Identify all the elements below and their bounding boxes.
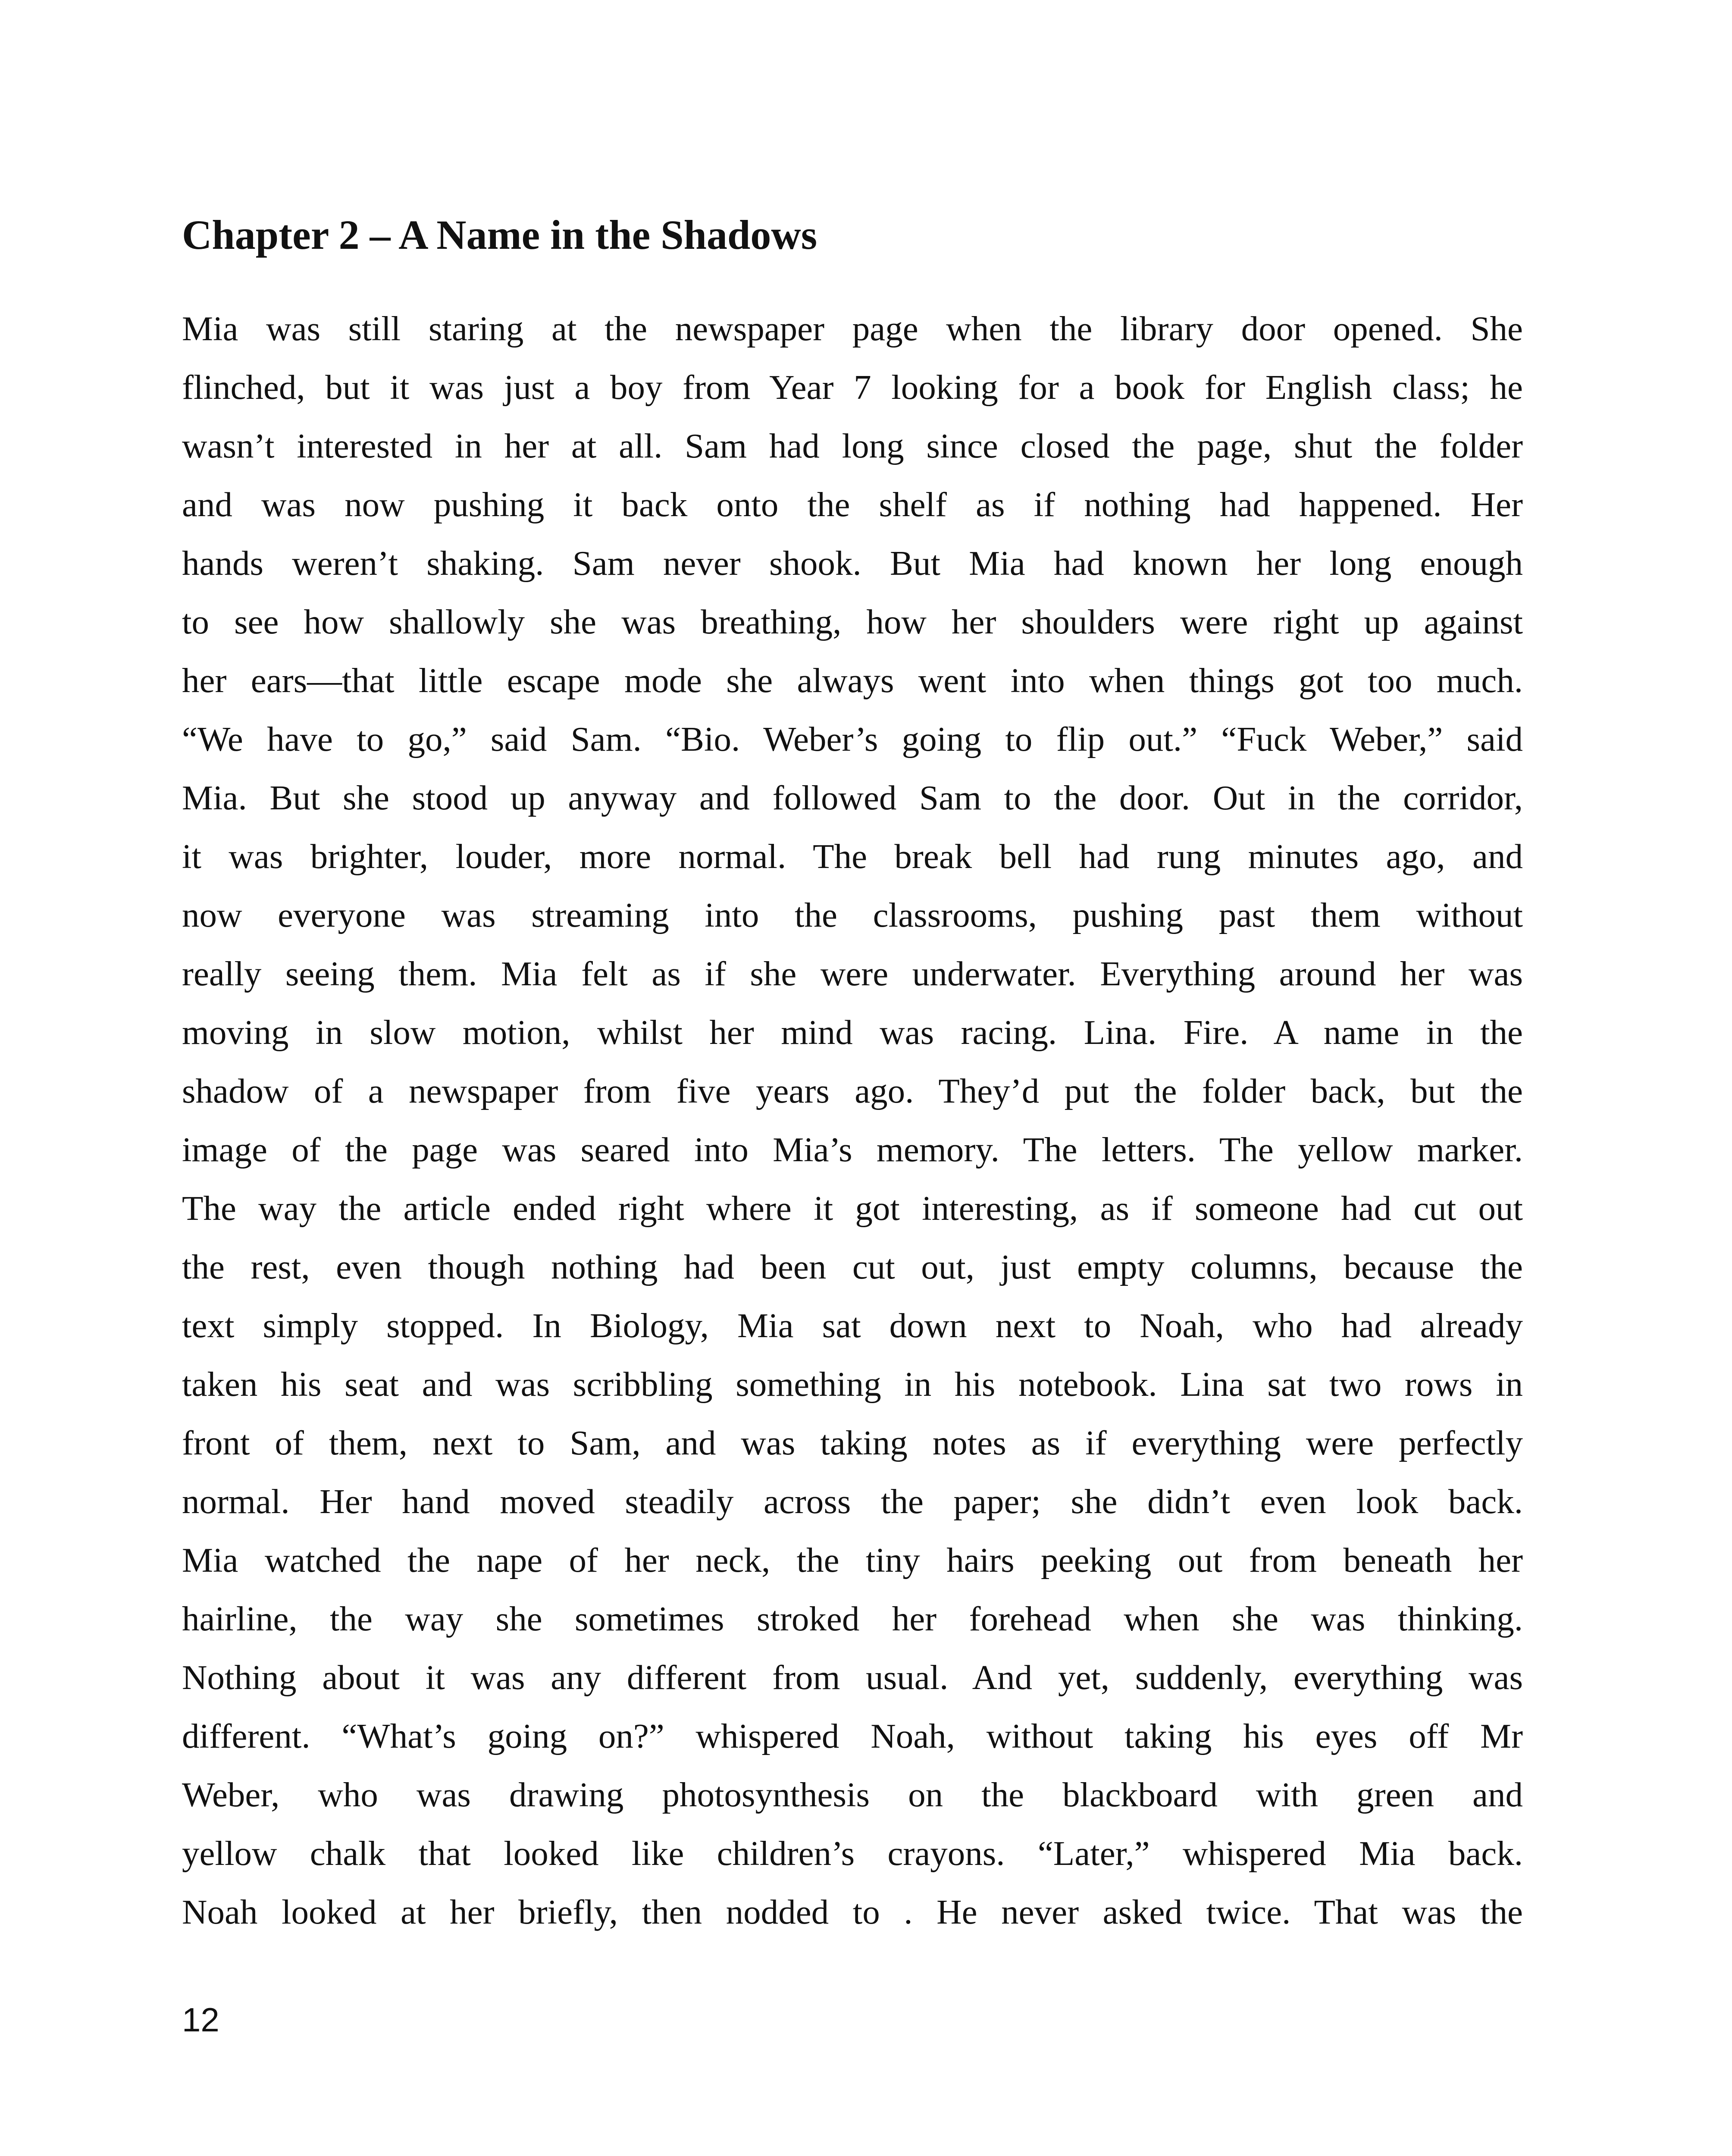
body-line: image of the page was seared into Mia’s memory. The letters. The yellow marker.: [182, 1130, 1523, 1169]
body-line: Mia. But she stood up anyway and followed Sam to the door. Out in the corridor,: [182, 778, 1523, 817]
body-line: to see how shallowly she was breathing, how her shoulders were right up against: [182, 602, 1523, 641]
body-line: normal. Her hand moved steadily across the paper; she didn’t even look back.: [182, 1482, 1523, 1521]
body-line: now everyone was streaming into the classrooms, pushing past them without: [182, 896, 1523, 934]
body-line: hands weren’t shaking. Sam never shook. But Mia had known her long enough: [182, 544, 1523, 583]
body-line: The way the article ended right where it got interesting, as if someone had cut out: [182, 1189, 1523, 1228]
body-line: wasn’t interested in her at all. Sam had long since closed the page, shut the folder: [182, 426, 1523, 465]
chapter-title: Chapter 2 – A Name in the Shadows: [182, 212, 817, 258]
body-line: Weber, who was drawing photosynthesis on the blackboard with green and: [182, 1775, 1523, 1814]
body-line: and was now pushing it back onto the shelf as if nothing had happened. Her: [182, 485, 1523, 524]
body-line: flinched, but it was just a boy from Year 7 looking for a book for English class; he: [182, 368, 1523, 407]
body-line: shadow of a newspaper from five years ago. They’d put the folder back, but the: [182, 1072, 1523, 1110]
page-number: 12: [182, 2001, 219, 2039]
body-line: hairline, the way she sometimes stroked her forehead when she was thinking.: [182, 1599, 1523, 1638]
body-line: Mia was still staring at the newspaper page when the library door opened. She: [182, 309, 1523, 348]
body-line: the rest, even though nothing had been cut out, just empty columns, because the: [182, 1247, 1523, 1286]
body-line: yellow chalk that looked like children’s crayons. “Later,” whispered Mia back.: [182, 1834, 1523, 1873]
body-line: text simply stopped. In Biology, Mia sat down next to Noah, who had already: [182, 1306, 1523, 1345]
body-line: Nothing about it was any different from usual. And yet, suddenly, everything was: [182, 1658, 1523, 1697]
body-line: different. “What’s going on?” whispered Noah, without taking his eyes off Mr: [182, 1717, 1523, 1755]
body-line: Mia watched the nape of her neck, the tiny hairs peeking out from beneath her: [182, 1541, 1523, 1579]
body-line: Noah looked at her briefly, then nodded to . He never asked twice. That was the: [182, 1893, 1523, 1931]
body-line: moving in slow motion, whilst her mind was racing. Lina. Fire. A name in the: [182, 1013, 1523, 1052]
body-line: it was brighter, louder, more normal. The break bell had rung minutes ago, and: [182, 837, 1523, 876]
body-line: her ears—that little escape mode she always went into when things got too much.: [182, 661, 1523, 700]
body-line: really seeing them. Mia felt as if she were underwater. Everything around her was: [182, 954, 1523, 993]
body-line: taken his seat and was scribbling something in his notebook. Lina sat two rows in: [182, 1365, 1523, 1404]
chapter-body: [182, 299, 1523, 1941]
body-line: “We have to go,” said Sam. “Bio. Weber’s going to flip out.” “Fuck Weber,” said: [182, 720, 1523, 758]
body-line: front of them, next to Sam, and was taking notes as if everything were perfectly: [182, 1423, 1523, 1462]
